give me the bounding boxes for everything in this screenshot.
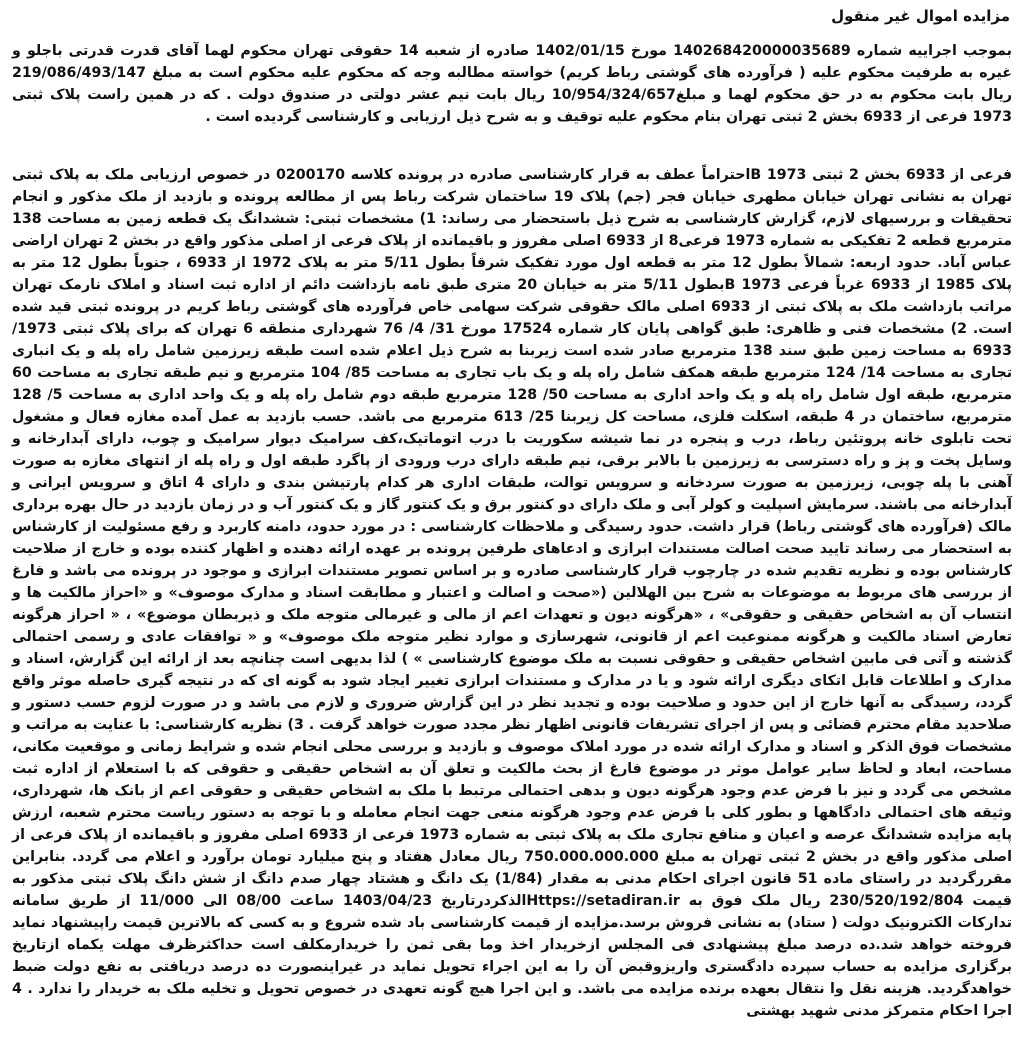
enforcement-paragraph: بموجب اجراییه شماره 140268420000035689 مورخ 1402/01/15 صادره از شعبه 14 حقوقی تهران محکوم لهما آقای قدرت قدرتی باجلو و غیره به طرفیت محکوم علیه ( فرآورده های گوشتی رباط کریم) خواسته مطالبه وجه که محکوم علیه محکوم است به مبلغ 219/086/493/147 ریال بابت محکوم به در حق محکوم لهما و مبلغ10/954/324/657 ریال بابت نیم عشر دولتی در صندوق دولت . که در همین راست پلاک ثبتی 1973 فرعی از 6933 بخش 2 ثبتی تهران بنام محکوم علیه توقیف و به شرح ذیل ارزیابی و کارشناسی گردیده است .: [12, 43, 1013, 125]
notice-title: مزایده اموال غیر منقول: [831, 7, 1010, 25]
appraisal-paragraph: فرعی از 6933 بخش 2 ثبتی 1973 Bاحتراماً عطف به قرار کارشناسی صادره در پرونده کلاسه 0200170 در خصوص ارزیابی ملک به پلاک ثبتی تهران به نشانی تهران خیابان مطهری خیابان فجر (جم) پلاک 19 ساختمان شرکت رباط پس از مطالعه پرونده و بازدید از ملک مذکور و انجام تحقیقات و بررسیهای لازم، گزارش کارشناسی به شرح ذیل باستحضار می رساند: 1) مشخصات ثبتی: ششدانگ یک قطعه زمین به مساحت 138 مترمربع قطعه 2 تفکیکی به شماره 1973 فرعی8 از 6933 اصلی مفروز و باقیمانده از پلاک فرعی از اصلی مذکور واقع در بخش 2 تهران اراضی عباس آباد. حدود اربعه: شمالاً بطول 12 متر به قطعه اول مورد تفکیک شرقاً بطول 5/11 متر به پلاک 1972 از 6933 ، جنوباً بطول 12 متر به پلاک 1985 از 6933 غرباً فرعی 1973 Bبطول 5/11 متر به خیابان 20 متری طبق نامه بازداشت دائم از اداره ثبت اسناد و املاک نارمک تهران مراتب بازداشت ملک به پلاک ثبتی از 6933 اصلی مالک حقوقی شرکت سهامی خاص فرآورده های گوشتی رباط کریم در پرونده ثبتی قید شده است. 2) مشخصات فنی و ظاهری: طبق گواهی پایان کار شماره 17524 مورخ 31/ 4/ 76 شهرداری منطقه 6 تهران که برای پلاک ثبتی 1973/ 6933 به مساحت زمین طبق سند 138 مترمربع صادر شده است زیربنا به شرح ذیل اعلام شده است طبقه زیرزمین شامل راه پله و یک انباری تجاری به مساحت 14/ 124 مترمربع طبقه همکف شامل راه پله و یک باب تجاری به مساحت 85/ 104 مترمربع و نیم طبقه تجاری به مساحت 60 مترمربع، طبقه اول شامل راه پله و یک واحد اداری به مساحت 50/ 128 مترمربع طبقه دوم شامل راه پله و یک واحد اداری به مساحت 5/ 128 مترمربع، ساختمان در 4 طبقه، اسکلت فلزی، مساحت کل زیربنا 25/ 613 مترمربع می باشد. حسب بازدید به عمل آمده مغازه فعال و مشغول تحت تابلوی خانه پروتئین رباط، درب و پنجره در نما شیشه سکوریت با درب اتوماتیک،کف سرامیک دیوار سرامیک و چوب، دارای آبدارخانه و وسایل پخت و پز و راه دسترسی به زیرزمین با بالابر برقی، نیم طبقه دارای درب ورودی از پاگرد طبقه اول و راه پله از انتهای مغازه به صورت آهنی با پله چوبی، زیرزمین به صورت سردخانه و سرویس توالت، طبقات اداری هر کدام پارتیشن بندی و دارای 4 اتاق و سرویس ایرانی و آبدارخانه می باشند. سرمایش اسپلیت و کولر آبی و ملک دارای دو کنتور برق و یک کنتور گاز و یک کنتور آب و در زمان بازدید در حال بهره برداری مالک (فرآورده های گوشتی رباط) قرار داشت. حدود رسیدگی و ملاحظات کارشناسی : در مورد حدود، دامنه کاربرد و رفع مسئولیت از کارشناس به استحضار می رساند تایید صحت اصالت مستندات ابرازی و ادعاهای طرفین پرونده بر عهده ارائه دهنده و اظهار کننده بوده و خارج از صلاحیت کارشناس بوده و نظریه تقدیم شده در چارچوب قرار کارشناسی صادره و بر اساس تصویر مستندات ابرازی و موجود در پرونده می باشد و فارغ از بررسی های مربوط به موضوعات به شرح بین الهلالین («صحت و اصالت و اعتبار و مطابقت اسناد و مدارک موصوف» و «احراز مالکیت ها و انتساب آن به اشخاص حقیقی و حقوقی» ، «هرگونه دیون و تعهدات اعم از مالی و غیرمالی متوجه ملک و ذیربطان موضوع» ، « احراز هرگونه تعارض اسناد مالکیت و هرگونه ممنوعیت اعم از قانونی، شهرسازی و موارد نظیر متوجه ملک موصوف» و « توافقات عادی و رسمی احتمالی گذشته و آتی فی مابین اشخاص حقیقی و حقوقی نسبت به ملک موضوع کارشناسی » ) لذا بدیهی است چنانچه بعد از ارائه این گزارش، اسناد و مدارک و اطلاعات قابل اتکای دیگری ارائه شود و یا در مدارک و مستندات ابرازی تغییر ایجاد شود به گونه ای که در نتیجه گیری حاصله موثر واقع گردد، رسیدگی به آنها خارج از این حدود و صلاحیت بوده و تجدید نظر در این گزارش ضروری و لازم می باشد و در صورت لزوم حسب دستور و صلاحدید مقام محترم قضائی و پس از اجرای تشریفات قانونی اظهار نظر مجدد صورت خواهد گرفت . 3) نظریه کارشناسی: با عنایت به مراتب و مشخصات فوق الذکر و اسناد و مدارک ارائه شده در مورد املاک موصوف و بازدید و بررسی محلی انجام شده و شرایط زمانی و موقعیت مکانی، مساحت، ابعاد و لحاظ سایر عوامل موثر در موضوع فارغ از بحث مالکیت و تعلق آن به اشخاص حقیقی و حقوقی که با استعلام از اداره ثبت مشخص می گردد و نیز با فرض عدم وجود هرگونه دیون و بدهی احتمالی مرتبط با ملک به اشخاص حقیقی و حقوقی اعم از بانک ها، شهرداری، وثیقه های احتمالی دادگاهها و بطور کلی با فرض عدم وجود هرگونه منعی جهت انجام معامله و با توجه به دستور ریاست محترم شعبه، ارزش پایه مزایده ششدانگ عرصه و اعیان و منافع تجاری ملک به پلاک ثبتی به شماره 1973 فرعی از 6933 اصلی مفروز و باقیمانده از پلاک فرعی از اصلی مذکور واقع در بخش 2 ثبتی تهران به مبلغ 750.000.000.000 ریال معادل هفتاد و پنج میلیارد تومان برآورد و اعلام می گردد. بنابراین مقررگردید در راستای ماده 51 قانون اجرای احکام مدنی به مقدار (1/84) یک دانگ و هشتاد چهار صدم دانگ از شش دانگ پلاک ثبتی مذکور به قیمت 230/520/192/804 ریال ملک فوق به Https://setadiran.irالذکردرتاریخ 1403/04/23 ساعت 08/00 الی 11/000 از طریق سامانه تدارکات الکترونیک دولت ( ستاد) به نشانی فروش برسد.مزایده از قیمت کارشناسی باد شده شروع و به کسی که بالاترین قیمت راپیشنهاد نماید فروخته خواهد شد.ده درصد مبلغ پیشنهادی فی المجلس ازخریدار اخذ وما بقی ثمن را خریدارمکلف است حداکثرظرف مهلت یکماه ازتاریخ برگزاری مزایده به حساب سپرده دادگستری واریزوقبض آن را به این اجراء تحویل نماید در غیراینصورت ده درصد دریافتی به نفع دولت ضبط خواهدگردید. هزینه نقل وا نتقال بعهده برنده مزایده می باشد. و این اجرا هیچ گونه تعهدی در خصوص تحویل و تخلیه ملک به خریدار را ندارد . 4 اجرا احکام متمرکز مدنی شهید بهشتی: [12, 167, 1013, 1019]
